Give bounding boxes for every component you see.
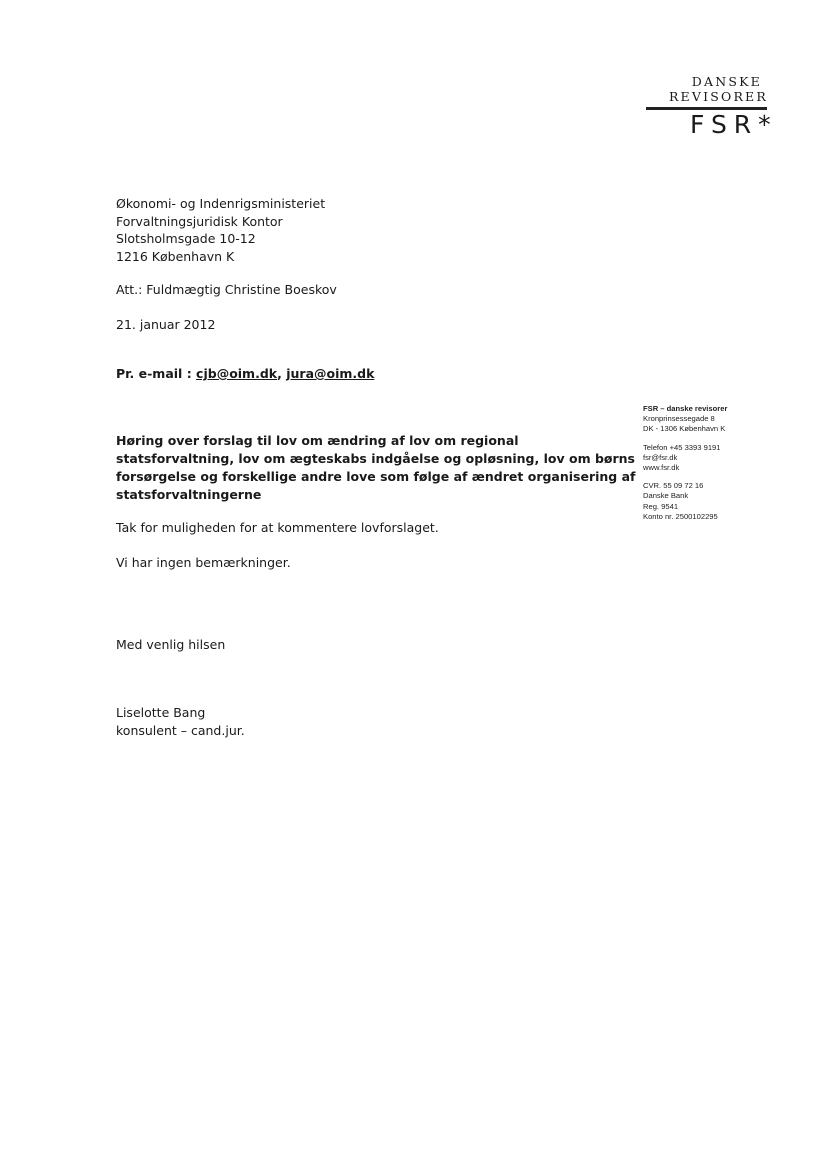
- attention-line: Att.: Fuldmægtig Christine Boeskov: [116, 282, 337, 297]
- sender-street: Kronprinsessegade 8: [643, 414, 715, 424]
- signature-name: Liselotte Bang: [116, 705, 206, 720]
- sender-cvr: CVR. 55 09 72 16: [643, 481, 704, 491]
- letter-date: 21. januar 2012: [116, 317, 216, 332]
- subject-line: statsforvaltning, lov om ægteskabs indgåelse og opløsning, lov om børns: [116, 451, 635, 466]
- recipient-line: Slotsholmsgade 10-12: [116, 231, 256, 246]
- sender-account: Konto nr. 2500102295: [643, 511, 718, 521]
- sender-web: www.fsr.dk: [643, 463, 680, 473]
- recipient-line: Forvaltningsjuridisk Kontor: [116, 213, 283, 229]
- subject-line: forsørgelse og forskellige andre love som følge af ændret organisering af: [116, 469, 636, 484]
- sender-info: [643, 404, 727, 522]
- logo-mark-fsr: FSR*: [690, 110, 778, 139]
- subject-line: statsforvaltningerne: [116, 487, 262, 502]
- logo-text-danske: DANSKE: [691, 74, 762, 89]
- body-paragraph: Vi har ingen bemærkninger.: [116, 555, 291, 570]
- recipient-line: Økonomi- og Indenrigsministeriet: [116, 196, 326, 211]
- email-prefix: Pr. e-mail :: [116, 366, 197, 381]
- email-link-cjb[interactable]: cjb@oim.dk: [196, 366, 278, 381]
- sender-reg: Reg. 9541: [643, 501, 679, 511]
- signature-block: [116, 704, 245, 740]
- subject-line: Høring over forslag til lov om ændring af lov om regional: [116, 433, 519, 448]
- closing-greeting: Med venlig hilsen: [116, 637, 226, 652]
- sender-city: DK - 1306 København K: [643, 424, 726, 434]
- email-link-jura[interactable]: jura@oim.dk: [286, 366, 375, 381]
- signature-title: konsulent – cand.jur.: [116, 723, 245, 738]
- email-separator: ,: [277, 366, 287, 381]
- letter-subject: [116, 432, 636, 504]
- recipient-line: 1216 København K: [116, 248, 235, 264]
- sender-name: FSR – danske revisorer: [643, 404, 728, 413]
- recipient-address: [116, 195, 325, 265]
- sender-phone: Telefon +45 3393 9191: [643, 442, 721, 452]
- body-paragraph: Tak for muligheden for at kommentere lovforslaget.: [116, 520, 439, 535]
- logo-text-revisorer: REVISORER: [668, 89, 768, 104]
- sender-email: fsr@fsr.dk: [643, 452, 678, 462]
- sender-bank: Danske Bank: [643, 491, 689, 501]
- email-line: [116, 366, 374, 381]
